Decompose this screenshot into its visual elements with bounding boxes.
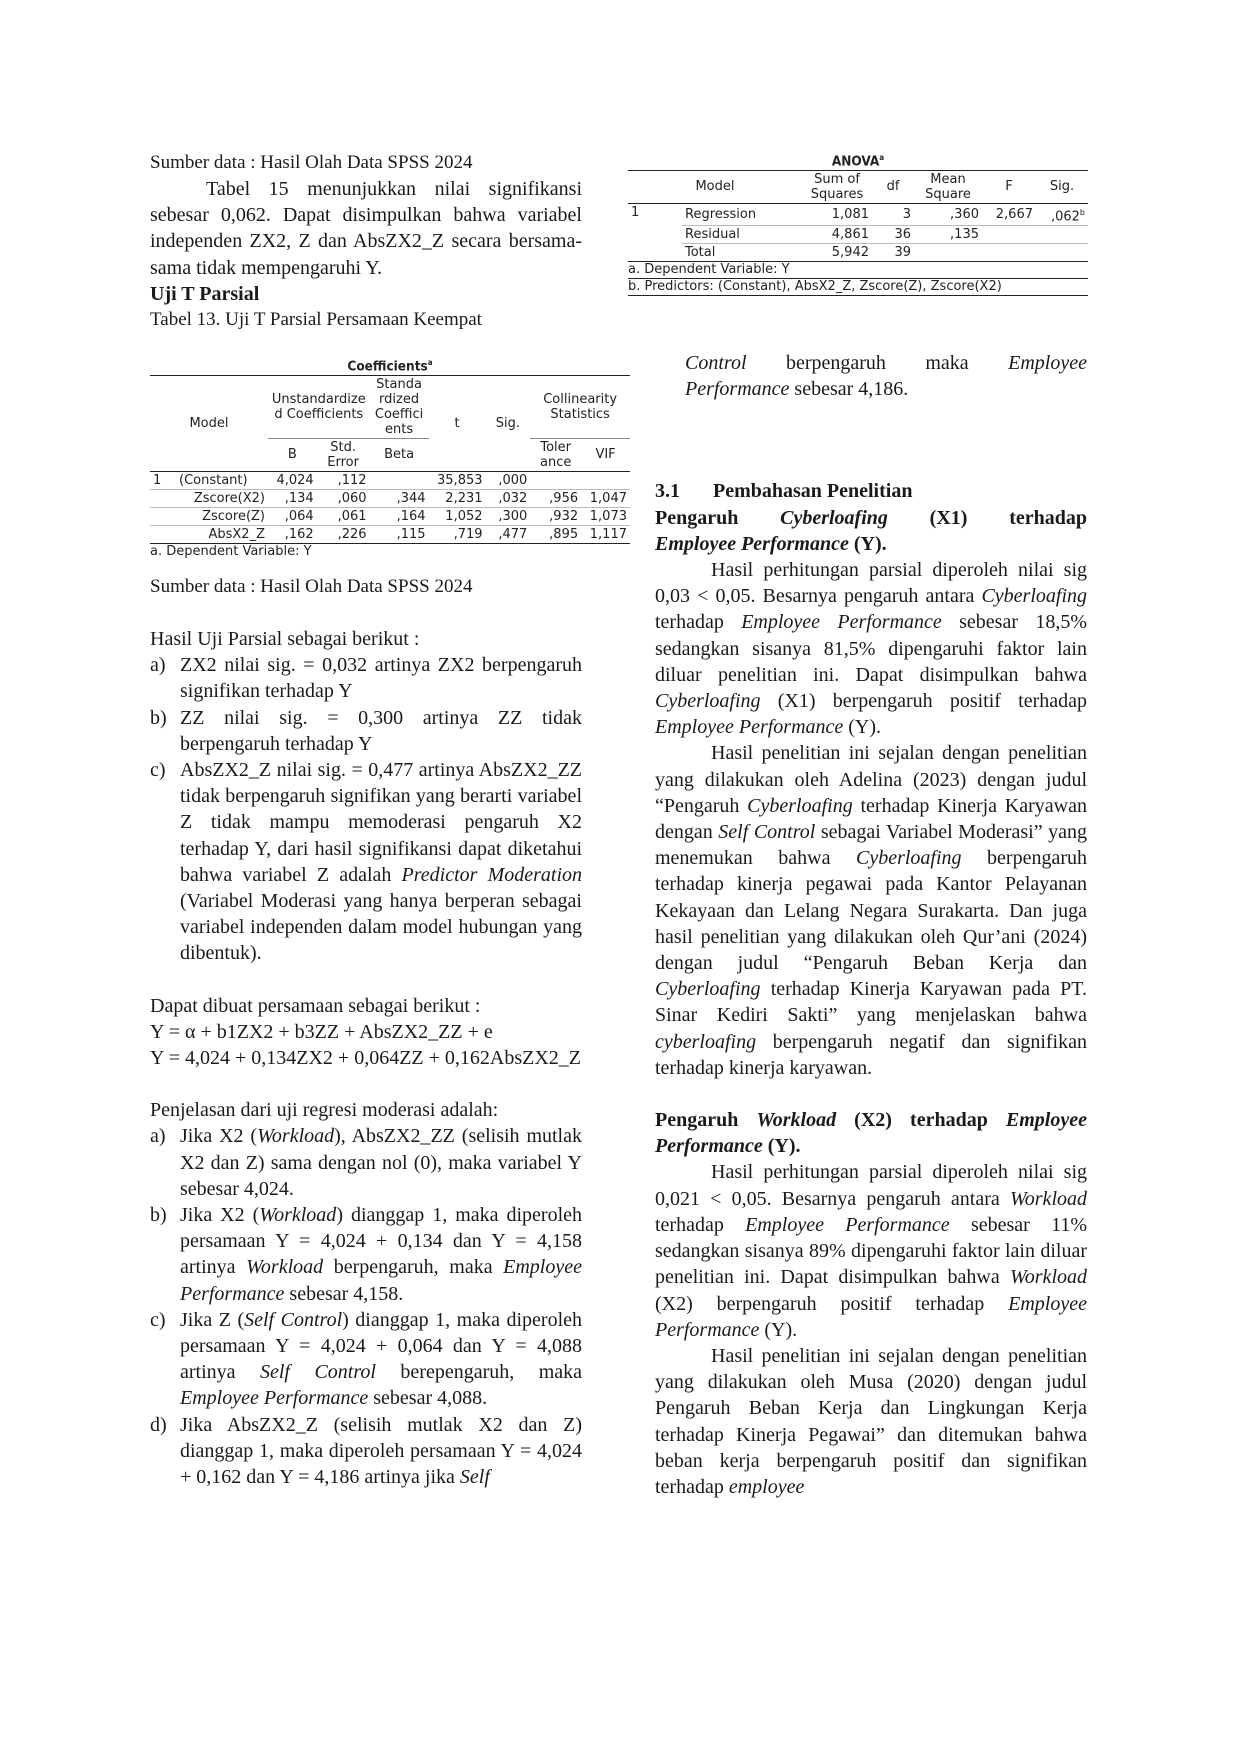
anova-table [628,153,1088,296]
penjelasan-intro: Penjelasan dari uji regresi moderasi adalah: [150,1099,499,1122]
equation-general: Y = α + b1ZX2 + b3ZZ + AbsZX2_ZZ + e [150,1020,493,1043]
table-row: Zscore(X2) ,134 ,060 ,344 2,231 ,032 ,956 1,047 [150,489,630,507]
header-sum-of-squares: Sum of Squares [810,171,864,202]
header-model: Model [189,415,229,431]
header-vif: VIF [595,447,616,462]
anova-footnote-b: b. Predictors: (Constant), AbsX2_Z, Zscore(Z), Zscore(X2) [628,279,1088,296]
list-item: a) Jika X2 (Workload), AbsZX2_ZZ (selisih mutlak X2 dan Z) sama dengan nol (0), maka variabel Y sebesar 4,024. [150,1125,582,1200]
table-row: 1 Regression 1,081 3 ,360 2,667 ,062$^b$ [628,203,1088,225]
table-row: 1 (Constant) 4,024 ,112 35,853 ,000 [150,471,630,489]
paragraph-workload-literature: Hasil penelitian ini sejalan dengan penelitian yang dilakukan oleh Musa (2020) dengan judul Pengaruh Beban Kerja dan Lingkungan Kerja terhadap Kinerja Pegawai” dan ditemukan bahwa beban kerja berpengaruh positif dan signifikan terhadap employee [655,1344,1087,1498]
header-t: t [454,415,460,431]
left-column-lower [150,574,582,1490]
list-item: d) Jika AbsZX2_Z (selisih mutlak X2 dan Z) dianggap 1, maka diperoleh persamaan Y = 4,024 + 0,162 dan Y = 4,186 artinya jika Self [150,1413,582,1489]
subheading-workload: Pengaruh Workload (X2) terhadap Employee Performance (Y). [655,1109,1087,1158]
table-row: Total 5,942 39 [628,243,1088,261]
header-unstd: Unstandardize d Coefficients [268,375,370,438]
subheading-cyberloafing-line2: Employee Performance (Y). [655,532,887,555]
anova-footnote-a: a. Dependent Variable: Y [628,262,1088,279]
table-row: Zscore(Z) ,064 ,061 ,164 1,052 ,300 ,932 1,073 [150,507,630,525]
source-note: Sumber data : Hasil Olah Data SPSS 2024 [150,152,473,173]
hasil-list [150,652,582,966]
paragraph-cyberloafing-literature: Hasil penelitian ini sejalan dengan penelitian yang dilakukan oleh Adelina (2023) dengan judul “Pengaruh Cyberloafing terhadap Kinerja Karyawan dengan Self Control sebagai Variabel Moderasi” yang menemukan bahwa Cyberloafing berpengaruh terhadap kinerja pegawai pada Kantor Pelayanan Kekayaan dan Lelang Negara Surakarta. Dan juga hasil penelitian yang dilakukan oleh Qur’ani (2024) dengan judul “Pengaruh Beban Kerja dan Cyberloafing terhadap Kinerja Karyawan pada PT. Sinar Kediri Sakti” yang menjelaskan bahwa cyberloafing berpengaruh negatif dan signifikan terhadap kinerja karyawan. [655,742,1088,1079]
anova-title: ANOVA$^a$ [831,153,885,170]
paragraph-cyberloafing-result: Hasil perhitungan parsial diperoleh nilai sig 0,03 < 0,05. Besarnya pengaruh antara Cyberloafing terhadap Employee Performance sebesar 18,5% sedangkan sisanya 81,5% dipengaruhi faktor lain diluar penelitian ini. Dapat disimpulkan bahwa Cyberloafing (X1) berpengaruh positif terhadap Employee Performance (Y). [655,559,1087,739]
header-std: Standa rdized Coeffici ents [370,375,429,438]
header-mean-square: Mean Square [925,171,971,202]
section-heading-pembahasan: 3.1 Pembahasan Penelitian [655,480,913,503]
header-tolerance: Toler ance [540,439,572,470]
list-item: c) Jika Z (Self Control) dianggap 1, maka diperoleh persamaan Y = 4,024 + 0,064 dan Y = 4,088 artinya Self Control berepengaruh, maka Employee Performance sebesar 4,088. [150,1308,583,1410]
subheading-cyberloafing: Pengaruh Cyberloafing (X1) terhadap [655,506,1087,529]
header-f: F [1005,179,1013,194]
header-sig: Sig. [1049,179,1075,194]
coefficients-title: Coefficients$^a$ [347,358,433,375]
header-sig: Sig. [495,415,521,431]
header-se: Std. Error [327,439,359,470]
source-note: Sumber data : Hasil Olah Data SPSS 2024 [150,576,473,597]
continued-paragraph: Control berpengaruh maka Employee Performance sebesar 4,186. [685,352,1087,401]
left-column [150,150,582,333]
equation-estimated: Y = 4,024 + 0,134ZX2 + 0,064ZZ + 0,162AbsZX2_Z [150,1047,582,1070]
penjelasan-list [150,1123,582,1490]
section-heading-uji-t: Uji T Parsial [150,282,260,305]
coefficients-footnote: a. Dependent Variable: Y [150,543,312,559]
coefficients-table [150,358,630,560]
header-df: df [886,179,900,194]
list-item: b) Jika X2 (Workload) dianggap 1, maka diperoleh persamaan Y = 4,024 + 0,134 dan Y = 4,158 artinya Workload berpengaruh, maka Employee Performance sebesar 4,158. [150,1204,582,1305]
table-row: AbsX2_Z ,162 ,226 ,115 ,719 ,477 ,895 1,117 [150,525,630,543]
header-beta: Beta [384,447,415,462]
table-caption-13: Tabel 13. Uji T Parsial Persamaan Keempat [150,309,482,331]
paragraph-workload-result: Hasil perhitungan parsial diperoleh nilai sig 0,021 < 0,05. Besarnya pengaruh antara Workload terhadap Employee Performance sebesar 11% sedangkan sisanya 89% dipengaruhi faktor lain diluar penelitian ini. Dapat disimpulkan bahwa Workload (X2) berpengaruh positif terhadap Employee Performance (Y). [655,1161,1087,1341]
table-row: Residual 4,861 36 ,135 [628,225,1088,243]
persamaan-intro: Dapat dibuat persamaan sebagai berikut : [150,994,481,1017]
header-collinearity: Collinearity Statistics [530,375,630,438]
list-item: b) ZZ nilai sig. = 0,300 artinya ZZ tidak berpengaruh terhadap Y [150,706,582,755]
hasil-intro: Hasil Uji Parsial sebagai berikut : [150,628,420,650]
paragraph-anova-interpretation: Tabel 15 menunjukkan nilai signifikansi sebesar 0,062. Dapat disimpulkan bahwa variabel independen ZX2, Z dan AbsZX2_Z secara bersama-sama tidak mempengaruhi Y. [150,178,582,279]
header-b: B [287,447,297,462]
header-model: Model [695,179,735,194]
list-item: c) AbsZX2_Z nilai sig. = 0,477 artinya AbsZX2_ZZ tidak berpengaruh signifikan yang berarti variabel Z tidak mampu memoderasi pengaruh X2 terhadap Y, dari hasil signifikansi dapat diketahui bahwa variabel Z adalah Predictor Moderation (Variabel Moderasi yang hanya berperan sebagai variabel independen dalam model hubungan yang dibentuk). [150,759,583,965]
list-item: a) ZX2 nilai sig. = 0,032 artinya ZX2 berpengaruh signifikan terhadap Y [150,654,582,703]
right-column [655,350,1087,1500]
